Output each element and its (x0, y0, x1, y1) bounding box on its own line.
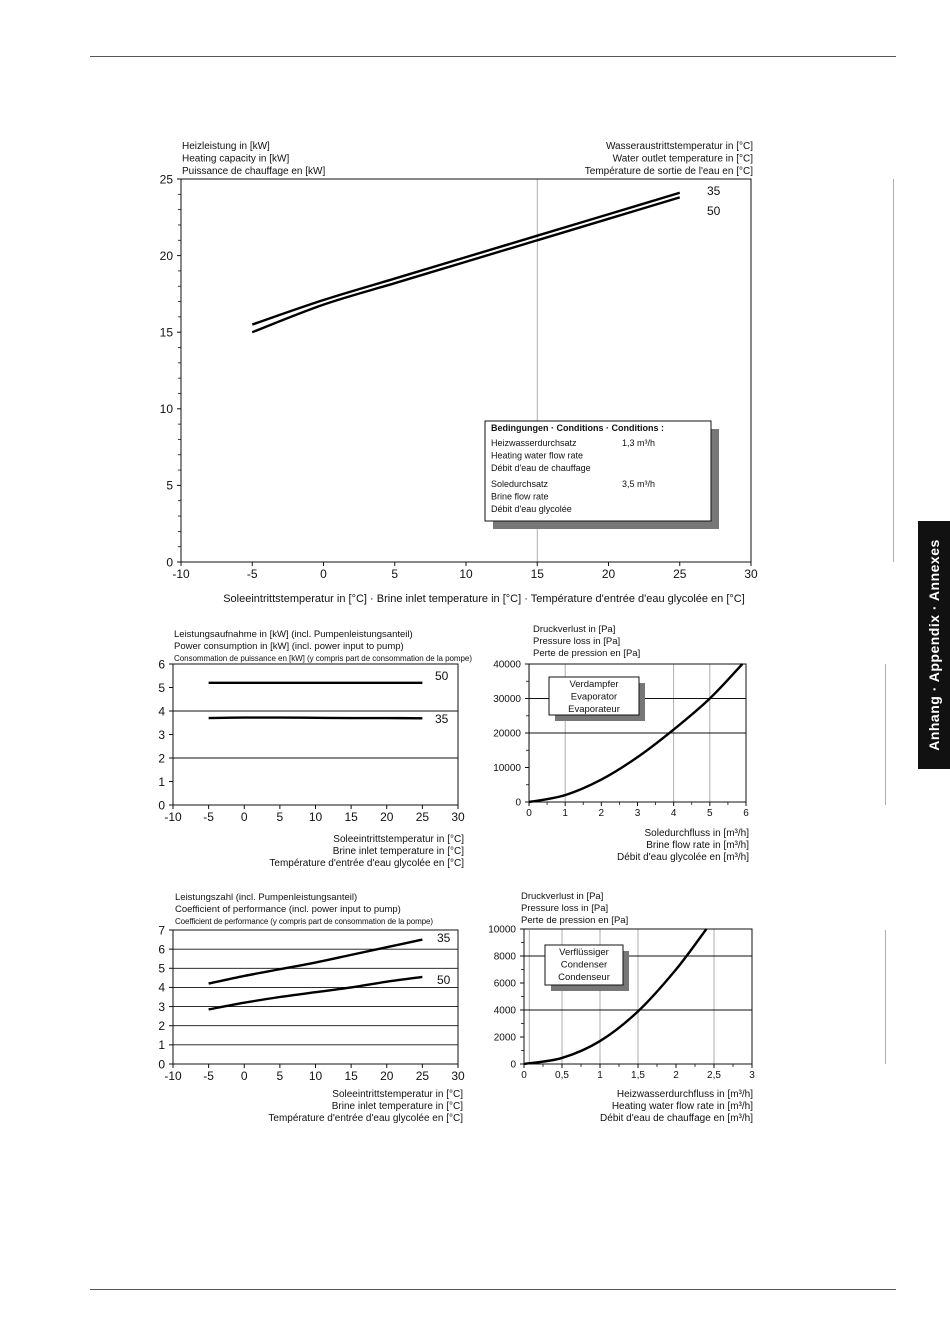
y-axis-title-line: Consommation de puissance en [kW] (y compris part de consommation de la pompe) (174, 654, 472, 663)
x-axis-title-line: Température d'entrée d'eau glycolée en [°C] (268, 1113, 463, 1124)
legend-title-line: Water outlet temperature in [°C] (612, 153, 753, 165)
x-tick-label: 0 (521, 1070, 527, 1081)
x-tick-label: 0 (240, 810, 248, 824)
y-axis-title-line: Puissance de chauffage en [kW] (182, 166, 326, 177)
y-tick-label: 40000 (493, 659, 521, 671)
y-tick-label: 0 (510, 1059, 516, 1071)
y-axis-title-line: Leistungszahl (incl. Pumpenleistungsanteil) (175, 892, 358, 903)
x-axis-title-line: Débit d'eau de chauffage en [m³/h] (600, 1113, 753, 1124)
y-tick-label: 2 (158, 751, 165, 766)
y-axis-title-line: Coefficient de performance (y compris part de consommation de la pompe) (175, 917, 433, 926)
y-tick-label: 0 (158, 798, 165, 813)
series-label: 50 (435, 669, 449, 683)
y-tick-label: 4 (158, 980, 165, 995)
y-tick-label: 3 (158, 727, 165, 742)
x-tick-label: 30 (451, 1069, 465, 1083)
y-axis-title-line: Heizleistung in [kW] (182, 141, 270, 152)
x-axis-title-line: Brine inlet temperature in [°C] (332, 846, 464, 857)
y-tick-label: 6000 (493, 978, 516, 990)
x-tick-label: 20 (380, 810, 394, 824)
series-line-35 (209, 940, 423, 984)
y-axis-title-line: Druckverlust in [Pa] (533, 624, 616, 635)
y-tick-label: 2 (158, 1019, 165, 1034)
x-tick-label: 10 (308, 1069, 323, 1083)
x-tick-label: -5 (203, 1069, 214, 1083)
x-tick-label: 0 (526, 808, 532, 819)
y-tick-label: 5 (158, 961, 165, 976)
x-tick-label: 1 (597, 1070, 603, 1081)
info-box-line: Evaporateur (568, 704, 620, 715)
x-tick-label: 5 (276, 810, 284, 824)
x-tick-label: -10 (164, 810, 182, 824)
series-label: 35 (437, 931, 451, 945)
section-tab-label: Anhang · Appendix · Annexes (926, 539, 942, 751)
y-axis-title-line: Perte de pression en [Pa] (533, 648, 641, 659)
x-axis-title-line: Heizwasserdurchfluss in [m³/h] (616, 1089, 753, 1100)
series-label: 35 (435, 712, 449, 726)
conditions-value: 1,3 m³/h (622, 438, 656, 448)
x-axis-title-line: Brine inlet temperature in [°C] (331, 1101, 463, 1112)
conditions-label: Heizwasserdurchsatz (491, 438, 577, 448)
y-tick-label: 5 (158, 680, 165, 695)
x-axis-title-line: Brine flow rate in [m³/h] (646, 840, 749, 851)
y-tick-label: 2000 (493, 1032, 516, 1044)
x-axis-title-line: Débit d'eau glycolée en [m³/h] (617, 852, 749, 863)
y-tick-label: 10000 (488, 924, 516, 936)
series-line-50 (252, 197, 680, 332)
y-tick-label: 10 (159, 402, 173, 417)
x-tick-label: 15 (344, 1069, 358, 1083)
y-tick-label: 1 (158, 774, 165, 789)
info-box-line: Condenser (560, 959, 608, 971)
x-tick-label: 25 (415, 810, 430, 824)
y-tick-label: 8000 (493, 951, 516, 963)
y-tick-label: 4000 (493, 1005, 516, 1017)
conditions-label: Soledurchsatz (491, 479, 549, 489)
x-tick-label: 2 (598, 808, 605, 819)
y-tick-label: 5 (166, 478, 173, 493)
x-tick-label: 5 (276, 1069, 284, 1083)
y-tick-label: 15 (159, 325, 173, 340)
x-tick-label: 30 (744, 567, 758, 581)
y-axis-title-line: Druckverlust in [Pa] (521, 891, 604, 902)
x-tick-label: 4 (670, 808, 677, 819)
x-tick-label: 30 (451, 810, 465, 824)
x-tick-label: 1 (562, 808, 568, 819)
x-tick-label: 2,5 (707, 1070, 721, 1081)
y-axis-title-line: Heating capacity in [kW] (182, 153, 290, 165)
x-tick-label: 0 (320, 567, 327, 581)
legend-title-line: Température de sortie de l'eau en [°C] (584, 166, 753, 177)
x-tick-label: -5 (203, 810, 214, 824)
x-tick-label: 20 (601, 567, 616, 581)
info-box-line: Verdampfer (569, 679, 619, 690)
x-tick-label: -5 (246, 567, 258, 581)
x-axis-title-line: Soleeintrittstemperatur in [°C] · Brine inlet temperature in [°C] · Température d'entrée d'eau glycolée en [°C] (223, 593, 745, 605)
conditions-label: Débit d'eau de chauffage (491, 463, 591, 473)
series-line-35 (209, 718, 423, 719)
y-tick-label: 20000 (493, 728, 521, 740)
y-tick-label: 0 (166, 555, 173, 570)
conditions-label: Brine flow rate (491, 491, 549, 502)
info-box-line: Evaporator (570, 691, 618, 703)
x-tick-label: 5 (391, 567, 399, 581)
y-tick-label: 7 (158, 923, 165, 938)
x-tick-label: 3 (634, 808, 641, 819)
x-tick-label: -10 (172, 567, 190, 581)
y-tick-label: 25 (159, 172, 173, 187)
y-tick-label: 6 (158, 942, 165, 957)
series-label: 50 (437, 973, 451, 987)
chart-coefficient-of-performance (158, 892, 885, 1124)
y-tick-label: 30000 (493, 694, 521, 706)
x-tick-label: 15 (530, 567, 544, 581)
chart-condenser-pressure-loss (488, 891, 755, 1124)
series-line-50 (209, 977, 423, 1010)
y-axis-title-line: Coefficient of performance (incl. power input to pump) (175, 904, 401, 915)
series-label: 35 (707, 184, 721, 198)
x-axis-title-line: Soledurchfluss in [m³/h] (644, 828, 749, 839)
chart-heating-capacity (160, 0, 950, 605)
chart-power-consumption (158, 629, 885, 869)
chart-evaporator-pressure-loss (493, 624, 749, 863)
conditions-value: 3,5 m³/h (622, 479, 656, 489)
y-tick-label: 6 (158, 657, 165, 672)
y-tick-label: 3 (158, 999, 165, 1014)
y-axis-title-line: Leistungsaufnahme in [kW] (incl. Pumpenleistungsanteil) (174, 629, 413, 640)
y-tick-label: 20 (159, 248, 173, 263)
series-label: 50 (707, 204, 721, 218)
x-tick-label: 6 (743, 808, 749, 819)
y-tick-label: 0 (515, 797, 521, 809)
x-tick-label: 3 (749, 1070, 755, 1081)
conditions-title: Bedingungen · Conditions · Conditions : (491, 423, 664, 433)
y-axis-title-line: Pressure loss in [Pa] (521, 903, 609, 914)
x-axis-title-line: Soleeintrittstemperatur in [°C] (333, 834, 464, 845)
x-tick-label: 15 (344, 810, 358, 824)
x-axis-title-line: Soleeintrittstemperatur in [°C] (332, 1089, 463, 1100)
x-tick-label: 10 (308, 810, 323, 824)
x-tick-label: 10 (459, 567, 473, 581)
conditions-label: Heating water flow rate (491, 450, 584, 461)
x-tick-label: 25 (415, 1069, 430, 1083)
y-tick-label: 1 (158, 1038, 165, 1053)
y-tick-label: 0 (158, 1057, 165, 1072)
y-axis-title-line: Pressure loss in [Pa] (533, 636, 621, 647)
plot-frame (173, 930, 458, 1064)
x-tick-label: 0,5 (555, 1070, 569, 1081)
info-box-line: Verflüssiger (559, 947, 609, 958)
x-axis-title-line: Température d'entrée d'eau glycolée en [°C] (269, 858, 464, 869)
y-tick-label: 4 (158, 704, 165, 719)
x-tick-label: 25 (673, 567, 687, 581)
y-axis-title-line: Perte de pression en [Pa] (521, 915, 629, 926)
x-tick-label: 20 (380, 1069, 394, 1083)
series-line-35 (252, 193, 680, 325)
info-box-line: Condenseur (558, 972, 610, 983)
x-tick-label: 0 (240, 1069, 248, 1083)
plot-frame (173, 664, 458, 805)
legend-title-line: Wasseraustrittstemperatur in [°C] (605, 141, 753, 152)
x-tick-label: -10 (164, 1069, 182, 1083)
x-axis-title-line: Heating water flow rate in [m³/h] (611, 1101, 753, 1112)
x-tick-label: 2 (673, 1070, 679, 1081)
y-tick-label: 10000 (493, 763, 521, 775)
conditions-label: Débit d'eau glycolée (491, 504, 572, 514)
x-tick-label: 5 (707, 808, 713, 819)
x-tick-label: 1,5 (631, 1070, 645, 1081)
y-axis-title-line: Power consumption in [kW] (incl. power input to pump) (174, 641, 404, 652)
